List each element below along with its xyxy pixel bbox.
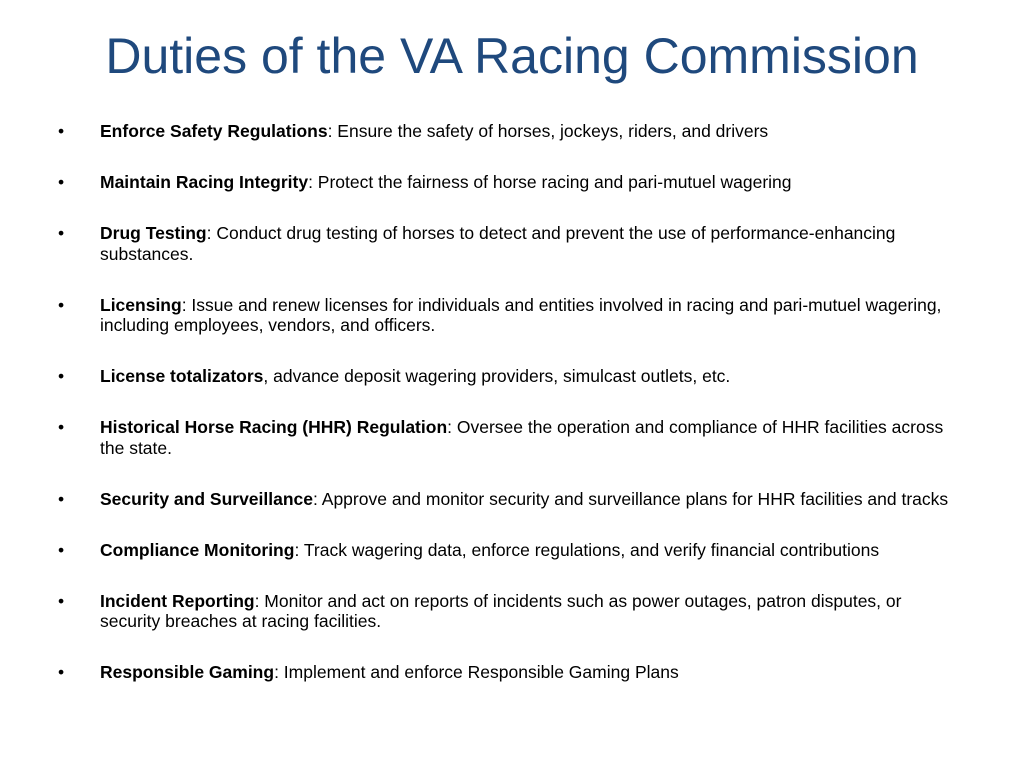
item-text: : Oversee the operation and compliance of HHR facilities across the state. [100, 417, 944, 458]
list-item [0, 540, 1024, 561]
item-term: Compliance Monitoring [100, 539, 295, 560]
item-term: Licensing [100, 294, 182, 315]
list-item [0, 591, 1024, 632]
list-item [0, 223, 1024, 264]
item-term: Incident Reporting [100, 590, 255, 611]
list-item [0, 489, 1024, 510]
item-text: : Monitor and act on reports of incidents such as power outages, patron disputes, or security breaches at racing facilities. [100, 590, 902, 631]
item-term: Enforce Safety Regulations [100, 121, 328, 141]
list-item [0, 366, 1024, 387]
bullet-icon: • [58, 121, 65, 141]
list-item [0, 417, 1024, 458]
item-term: Security and Surveillance [100, 488, 314, 509]
item-term: Historical Horse Racing (HHR) Regulation [100, 417, 448, 437]
item-text: , advance deposit wagering providers, simulcast outlets, etc. [263, 366, 731, 386]
item-text: : Approve and monitor security and surveillance plans for HHR facilities and tracks [313, 488, 949, 509]
bullet-icon: • [58, 590, 65, 611]
bullet-icon: • [58, 366, 65, 386]
item-text: : Conduct drug testing of horses to detect and prevent the use of performance-enhancing substances. [100, 223, 896, 264]
bullet-icon: • [58, 294, 65, 315]
item-term: Maintain Racing Integrity [100, 172, 309, 192]
bullet-icon: • [58, 488, 65, 509]
item-text: : Protect the fairness of horse racing and pari-mutuel wagering [308, 172, 792, 192]
bullet-icon: • [58, 539, 65, 560]
item-term: Drug Testing [100, 223, 207, 243]
item-text: : Ensure the safety of horses, jockeys, riders, and drivers [327, 121, 769, 141]
list-item [0, 121, 1024, 142]
item-term: License totalizators [100, 366, 264, 386]
bullet-icon: • [58, 417, 65, 437]
item-text: : Implement and enforce Responsible Gaming Plans [274, 662, 679, 682]
bullet-icon: • [58, 223, 65, 243]
duties-list [0, 121, 1024, 713]
bullet-icon: • [58, 172, 65, 192]
item-text: : Issue and renew licenses for individuals and entities involved in racing and pari-mutuel wagering, including employees, vendors, and officers. [100, 294, 942, 335]
page-title: Duties of the VA Racing Commission [105, 28, 919, 84]
list-item [0, 662, 1024, 683]
list-item [0, 295, 1024, 336]
item-text: : Track wagering data, enforce regulations, and verify financial contributions [294, 539, 880, 560]
list-item [0, 172, 1024, 193]
bullet-icon: • [58, 662, 65, 682]
item-term: Responsible Gaming [100, 662, 275, 682]
